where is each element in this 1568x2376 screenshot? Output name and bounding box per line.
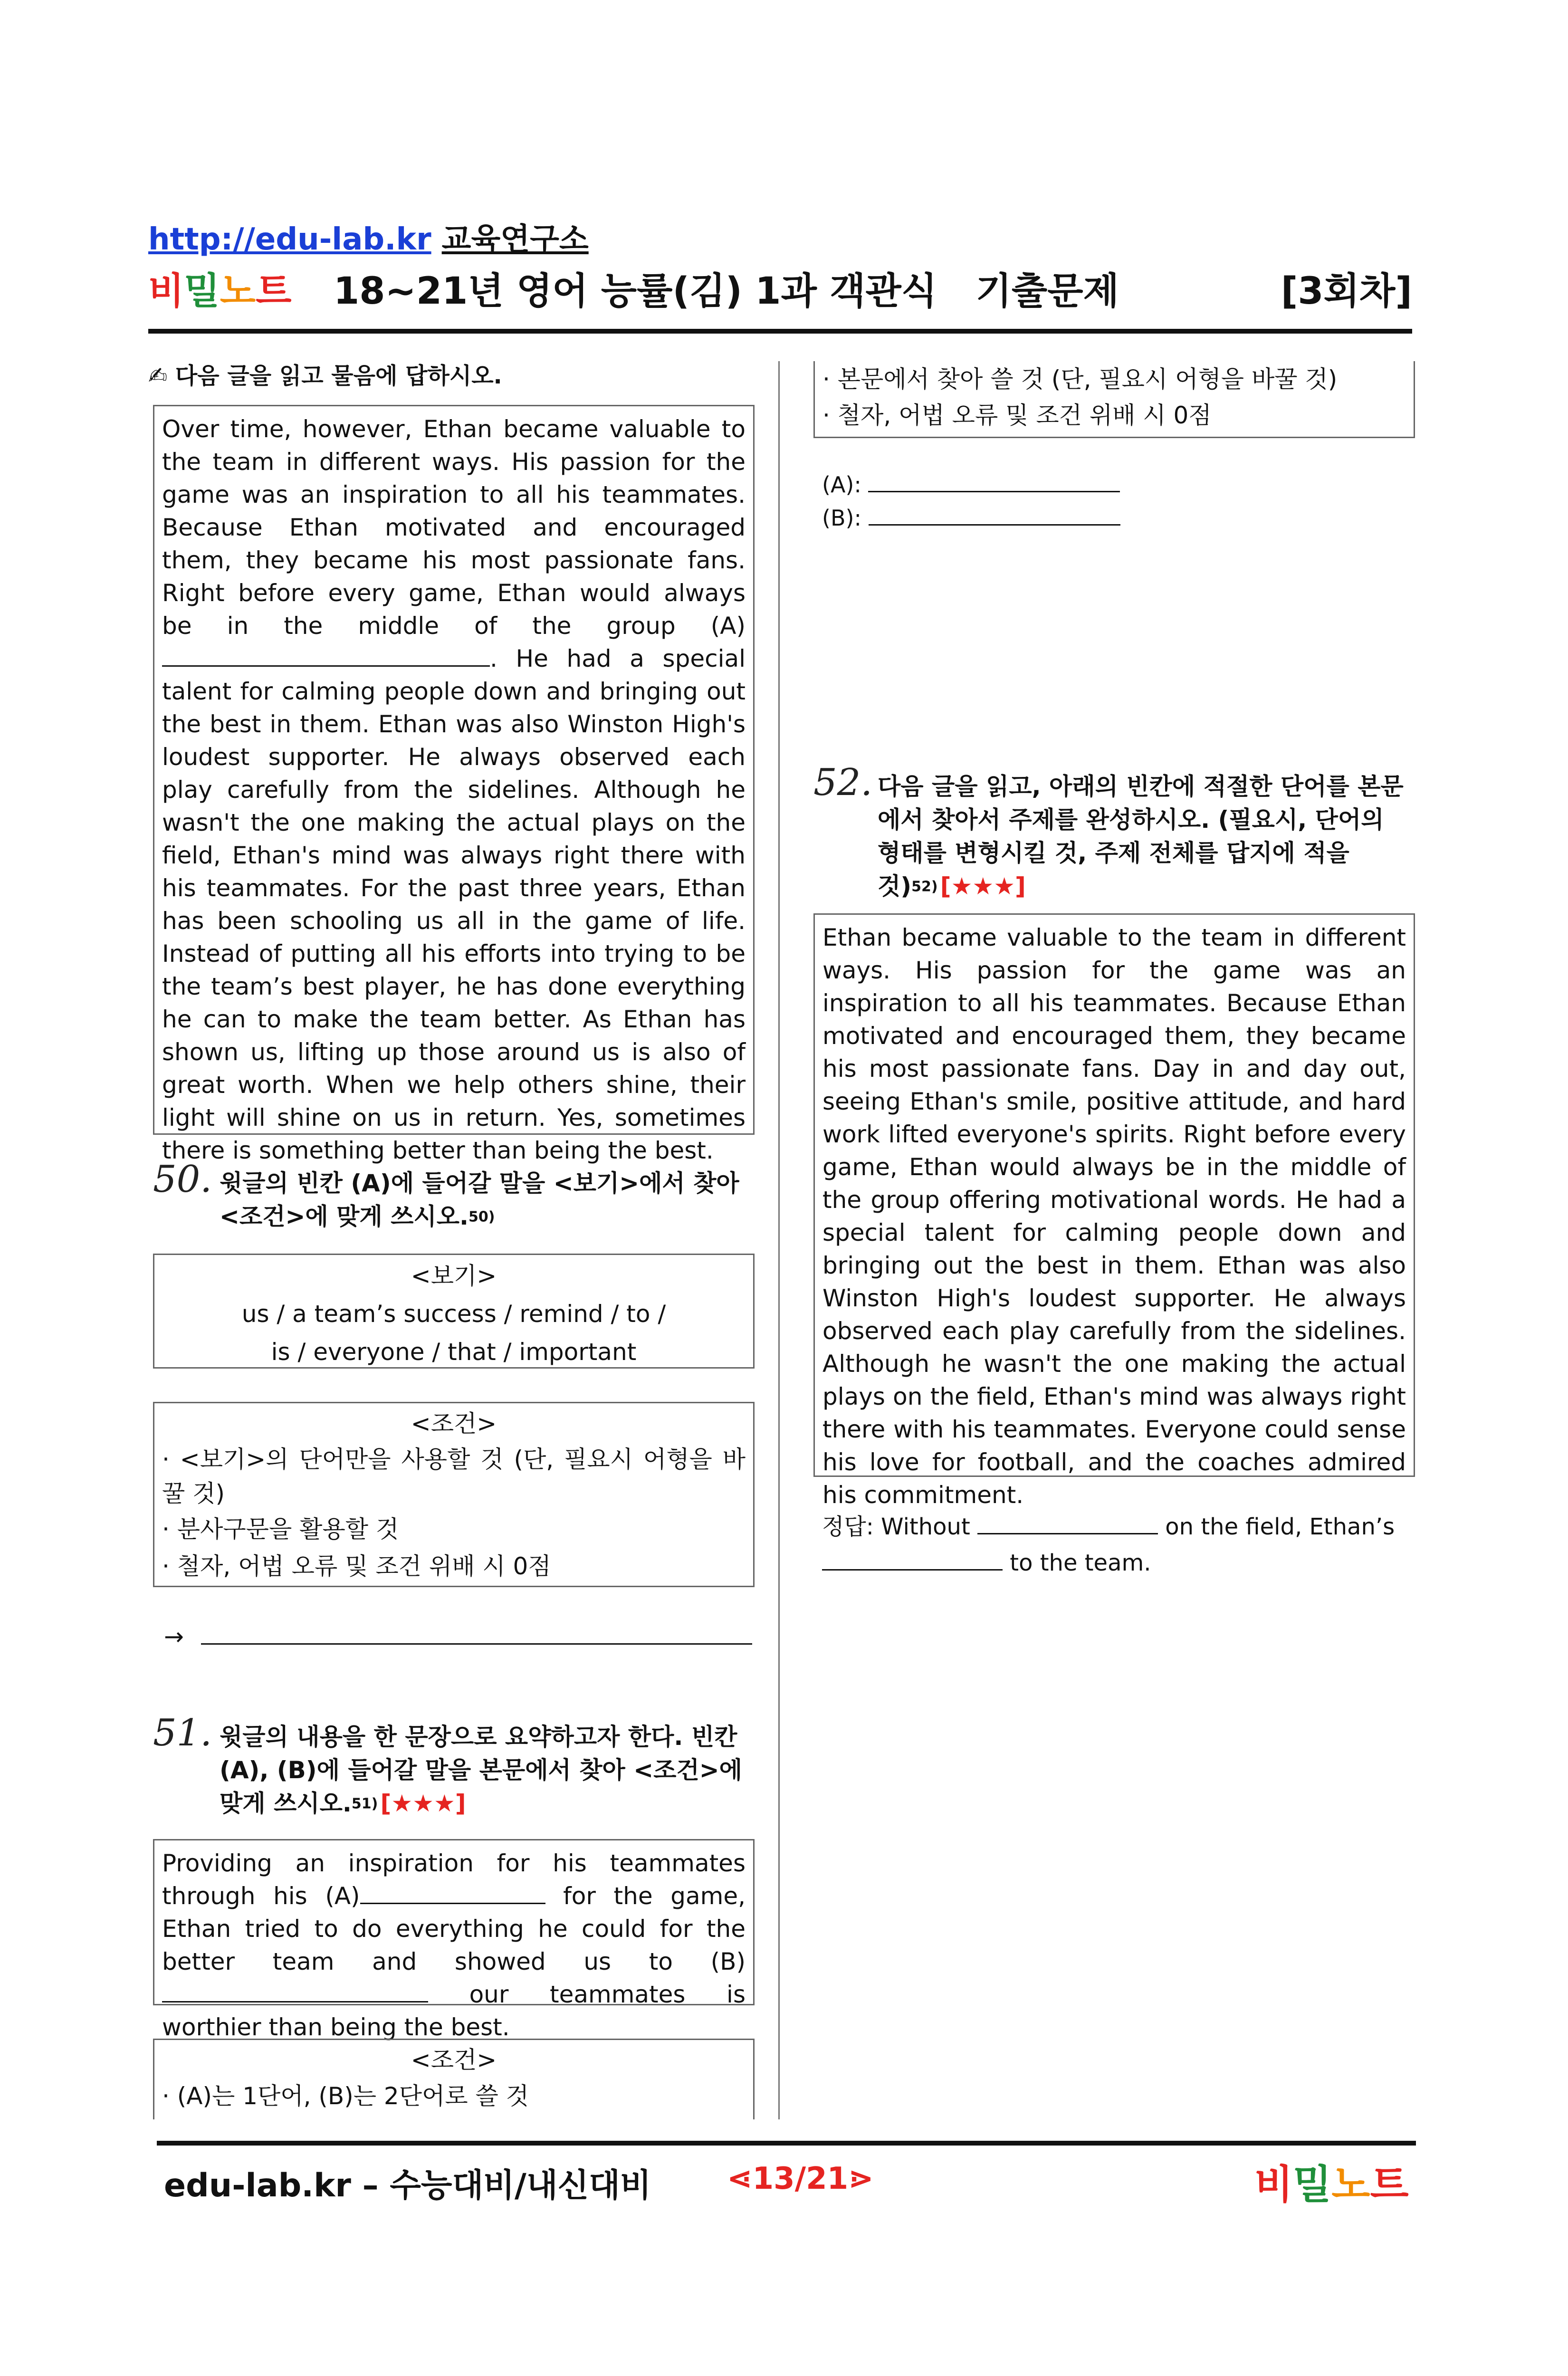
answer-label: 정답: Without bbox=[822, 1514, 970, 1540]
bogi-box bbox=[153, 1254, 755, 1369]
question-number: 52. bbox=[813, 761, 873, 804]
footnote-ref: 50) bbox=[468, 1208, 495, 1226]
bogi-title: <보기> bbox=[411, 1262, 497, 1290]
summary-part3: our teammates is worthier than being the best. bbox=[162, 1981, 746, 2041]
summary-part1: Providing an inspiration for his teammates through his (A) bbox=[162, 1849, 746, 1910]
institute-name: 교육연구소 bbox=[441, 222, 589, 257]
answer-a-label: (A): bbox=[822, 472, 861, 498]
condition-item: · 분사구문을 활용할 것 bbox=[162, 1515, 399, 1543]
question-number: 51. bbox=[153, 1712, 212, 1754]
condition-box-50 bbox=[153, 1402, 755, 1587]
instruction: ✍ 다음 글을 읽고 물음에 답하시오. bbox=[148, 363, 502, 389]
passage-part1: Over time, however, Ethan became valuable to the team in different ways. His passion for the game was an inspiration to all his teammates. Because Ethan motivated and encouraged them, they became his most passionate fans. Right before every game, Ethan would always be in the middle of the group (A) bbox=[162, 415, 746, 640]
answer-line-50 bbox=[164, 1620, 752, 1653]
site-header bbox=[148, 215, 589, 259]
condition-title: <조건> bbox=[411, 2046, 497, 2074]
question-text: 윗글의 빈칸 (A)에 들어갈 말을 <보기>에서 찾아 <조건>에 맞게 쓰시오. bbox=[220, 1169, 739, 1230]
answer-b-blank[interactable] bbox=[869, 505, 1120, 526]
question-number: 50. bbox=[153, 1158, 212, 1201]
footnote-ref: 51) bbox=[351, 1795, 378, 1812]
condition-item: · 철자, 어법 오류 및 조건 위배 시 0점 bbox=[822, 402, 1212, 429]
bogi-line-1: us / a team’s success / remind / to / bbox=[241, 1300, 666, 1328]
brand-logo: 비밀노트 bbox=[148, 270, 292, 313]
footer-brand-logo: 비밀노트 bbox=[1254, 2161, 1409, 2208]
site-url-link[interactable]: http://edu-lab.kr bbox=[148, 222, 431, 257]
answer-mid: on the field, Ethan’s bbox=[1158, 1514, 1395, 1540]
footer-site: edu-lab.kr – 수능대비/내신대비 bbox=[164, 2167, 651, 2204]
condition-title: <조건> bbox=[411, 1410, 497, 1437]
title-text: 18~21년 영어 능률(김) 1과 객관식 기출문제 bbox=[334, 270, 1119, 313]
answer-blank-2[interactable] bbox=[822, 1550, 1003, 1571]
answer-lines-51 bbox=[822, 468, 1120, 535]
q52-passage-text: Ethan became valuable to the team in different ways. His passion for the game was an inspiration to all his teammates. Because Ethan motivated and encouraged them, they became his most passionate fans. Day in and day out, seeing Ethan's smile, positive attitude, and hard work lifted everyone's spirits. Right before every game, Ethan would always be in the middle of the group offering motivational words. He had a special talent for calming people down and bringing out the best in them. Ethan was also Winston High's loudest supporter. He always observed each play carefully from the sidelines. Although he wasn't the one making the actual plays on the field, Ethan's mind was always right there with his teammates. Everyone could sense his love for football, and the coaches admired his commitment. bbox=[822, 924, 1406, 1509]
question-51 bbox=[153, 1712, 755, 1820]
question-text: 다음 글을 읽고, 아래의 빈칸에 적절한 단어를 본문에서 찾아서 주제를 완성하시오. (필요시, 단어의 형태를 변형시킬 것, 주제 전체를 답지에 적을 것) bbox=[878, 773, 1404, 900]
condition-box-51-left bbox=[153, 2039, 755, 2119]
blank-a[interactable] bbox=[360, 1880, 545, 1904]
round-label: [3회차] bbox=[1281, 270, 1412, 313]
blank-a[interactable] bbox=[162, 642, 490, 667]
difficulty-stars: [★★★] bbox=[940, 872, 1026, 900]
page-title bbox=[148, 261, 1412, 318]
footer-divider bbox=[157, 2141, 1416, 2146]
answer-a-blank[interactable] bbox=[868, 472, 1120, 492]
condition-item: · <보기>의 단어만을 사용할 것 (단, 필요시 어형을 바꿀 것) bbox=[162, 1446, 746, 1507]
condition-box-51-right bbox=[813, 361, 1415, 438]
q52-passage bbox=[813, 913, 1415, 1509]
condition-item: · 철자, 어법 오류 및 조건 위배 시 0점 bbox=[162, 1552, 551, 1580]
question-50 bbox=[153, 1158, 755, 1233]
column-divider bbox=[778, 361, 780, 2119]
bogi-line-2: is / everyone / that / important bbox=[271, 1338, 637, 1366]
q52-answer bbox=[822, 1509, 1406, 1581]
difficulty-stars: [★★★] bbox=[380, 1790, 466, 1817]
condition-item: · 본문에서 찾아 쓸 것 (단, 필요시 어형을 바꿀 것) bbox=[822, 365, 1338, 393]
footnote-ref: 52) bbox=[911, 878, 938, 895]
answer-b-label: (B): bbox=[822, 505, 861, 531]
header-divider bbox=[148, 329, 1412, 334]
answer-blank[interactable] bbox=[201, 1620, 752, 1645]
summary-box bbox=[153, 1839, 755, 2041]
question-52 bbox=[813, 761, 1415, 903]
page-number: ⋖13/21⋗ bbox=[727, 2161, 874, 2196]
answer-end: to the team. bbox=[1003, 1550, 1151, 1576]
arrow-icon: → bbox=[164, 1623, 184, 1650]
question-text: 윗글의 내용을 한 문장으로 요약하고자 한다. 빈칸 (A), (B)에 들어갈 말을 본문에서 찾아 <조건>에 맞게 쓰시오. bbox=[220, 1723, 742, 1817]
reading-passage bbox=[153, 405, 755, 1164]
summary-part2: for the game, Ethan tried to do everything he could for the better team and showed us to (B) bbox=[162, 1882, 746, 1975]
passage-part2: . He had a special talent for calming people down and bringing out the best in them. Ethan was also Winston High's loudest supporter. He always observed each play carefully from the sidelines. Although he wasn't the one making the actual plays on the field, Ethan's mind was always right there with his teammates. For the past three years, Ethan has been schooling us all in the game of life. Instead of putting all his efforts into trying to be the team’s best player, he has done everything he can to make the team better. As Ethan has shown us, lifting up those around us is also of great worth. When we help others shine, their light will shine on us in return. Yes, sometimes there is something better than being the best. bbox=[162, 645, 746, 1164]
condition-item: · (A)는 1단어, (B)는 2단어로 쓸 것 bbox=[162, 2082, 529, 2110]
blank-b[interactable] bbox=[162, 1978, 428, 2002]
answer-blank-1[interactable] bbox=[977, 1514, 1158, 1534]
